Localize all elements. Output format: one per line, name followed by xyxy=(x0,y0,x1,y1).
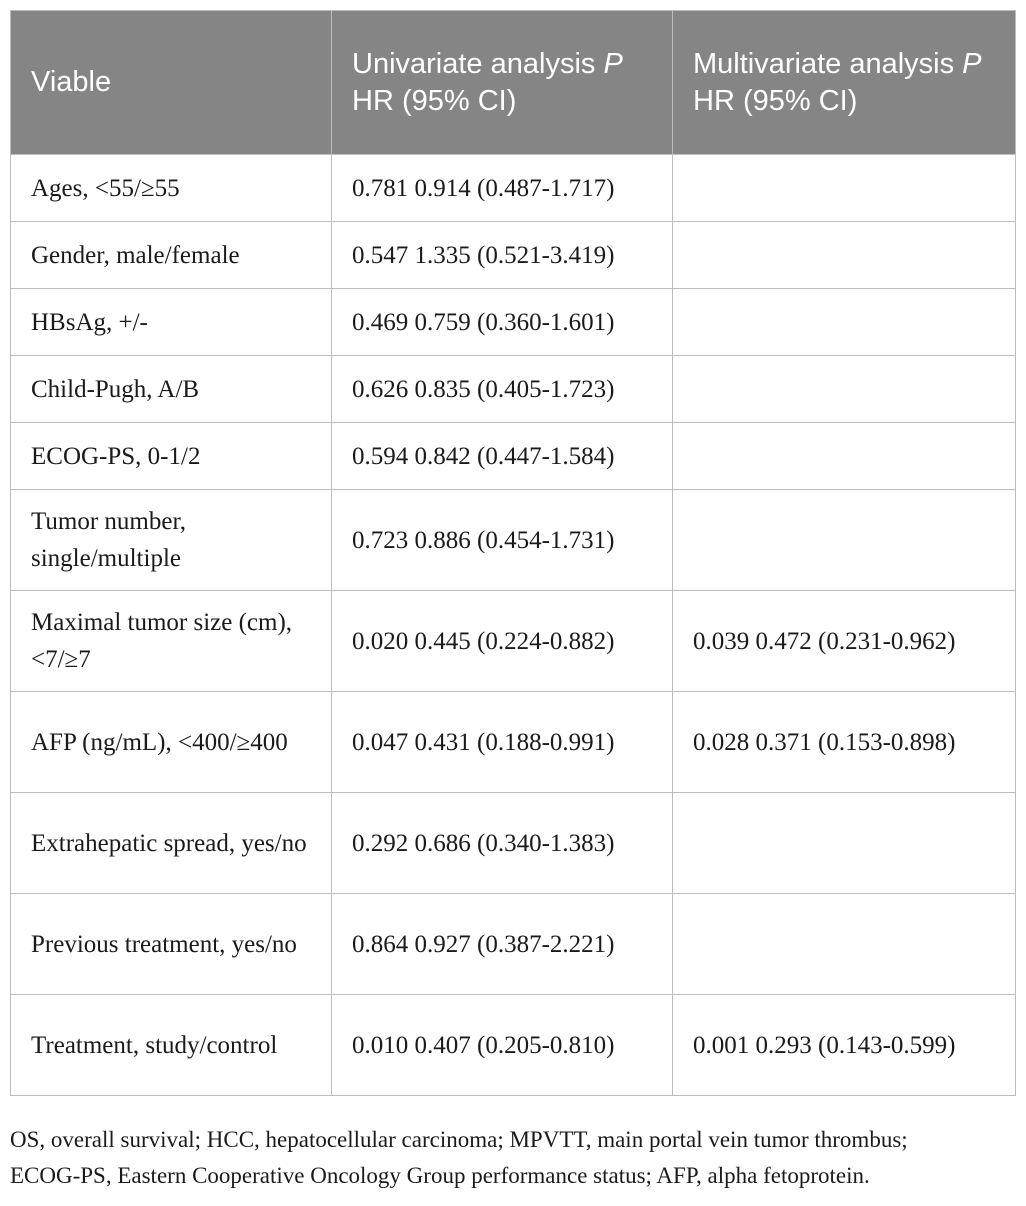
footnote-line-1: OS, overall survival; HCC, hepatocellular carcinoma; MPVTT, main portal vein tumor thrombus; xyxy=(10,1127,908,1152)
cell-variable: ECOG-PS, 0-1/2 xyxy=(11,423,332,490)
cell-univariate: 0.723 0.886 (0.454-1.731) xyxy=(332,490,673,591)
header-univariate-hr: HR (95% CI) xyxy=(352,84,517,117)
header-univariate xyxy=(332,11,673,155)
cox-regression-table xyxy=(10,10,1016,1096)
cell-univariate: 0.547 1.335 (0.521-3.419) xyxy=(332,222,673,289)
cell-variable: Extrahepatic spread, yes/no xyxy=(11,793,332,894)
cell-variable: Gender, male/female xyxy=(11,222,332,289)
cell-multivariate xyxy=(673,222,1016,289)
cell-variable: Maximal tumor size (cm), <7/≥7 xyxy=(11,591,332,692)
cell-multivariate xyxy=(673,356,1016,423)
cell-univariate: 0.626 0.835 (0.405-1.723) xyxy=(332,356,673,423)
cell-univariate: 0.292 0.686 (0.340-1.383) xyxy=(332,793,673,894)
cell-univariate: 0.020 0.445 (0.224-0.882) xyxy=(332,591,673,692)
table-row xyxy=(11,692,1016,793)
cell-univariate: 0.781 0.914 (0.487-1.717) xyxy=(332,155,673,222)
table-row xyxy=(11,995,1016,1096)
cell-multivariate: 0.001 0.293 (0.143-0.599) xyxy=(673,995,1016,1096)
table-row xyxy=(11,591,1016,692)
cell-multivariate xyxy=(673,793,1016,894)
table-row xyxy=(11,356,1016,423)
table-footnote xyxy=(10,1122,1020,1194)
header-multivariate-label: Multivariate analysis xyxy=(693,47,963,80)
cell-variable: Child-Pugh, A/B xyxy=(11,356,332,423)
header-multivariate xyxy=(673,11,1016,155)
table-body xyxy=(11,155,1016,1096)
table-row xyxy=(11,289,1016,356)
table-row xyxy=(11,793,1016,894)
table-container xyxy=(10,10,1015,1096)
table-header xyxy=(11,11,1016,155)
header-multivariate-hr: HR (95% CI) xyxy=(693,84,858,117)
cell-variable: Previous treatment, yes/no xyxy=(11,894,332,995)
cell-univariate: 0.047 0.431 (0.188-0.991) xyxy=(332,692,673,793)
header-univariate-p: P xyxy=(603,47,623,80)
cell-multivariate xyxy=(673,155,1016,222)
cell-variable: Tumor number, single/multiple xyxy=(11,490,332,591)
cell-univariate: 0.594 0.842 (0.447-1.584) xyxy=(332,423,673,490)
cell-multivariate: 0.028 0.371 (0.153-0.898) xyxy=(673,692,1016,793)
table-row xyxy=(11,490,1016,591)
cell-variable: HBsAg, +/- xyxy=(11,289,332,356)
header-univariate-label: Univariate analysis xyxy=(352,47,604,80)
cell-univariate: 0.469 0.759 (0.360-1.601) xyxy=(332,289,673,356)
cell-multivariate: 0.039 0.472 (0.231-0.962) xyxy=(673,591,1016,692)
cell-variable: Treatment, study/control xyxy=(11,995,332,1096)
header-variable: Viable xyxy=(11,11,332,155)
table-row xyxy=(11,894,1016,995)
cell-univariate: 0.864 0.927 (0.387-2.221) xyxy=(332,894,673,995)
cell-multivariate xyxy=(673,289,1016,356)
footnote-line-2: ECOG-PS, Eastern Cooperative Oncology Group performance status; AFP, alpha fetoprotein. xyxy=(10,1163,870,1188)
cell-univariate: 0.010 0.407 (0.205-0.810) xyxy=(332,995,673,1096)
cell-variable: Ages, <55/≥55 xyxy=(11,155,332,222)
table-row xyxy=(11,222,1016,289)
cell-multivariate xyxy=(673,423,1016,490)
cell-multivariate xyxy=(673,490,1016,591)
table-row xyxy=(11,423,1016,490)
cell-variable: AFP (ng/mL), <400/≥400 xyxy=(11,692,332,793)
cell-multivariate xyxy=(673,894,1016,995)
header-multivariate-p: P xyxy=(962,47,982,80)
table-row xyxy=(11,155,1016,222)
